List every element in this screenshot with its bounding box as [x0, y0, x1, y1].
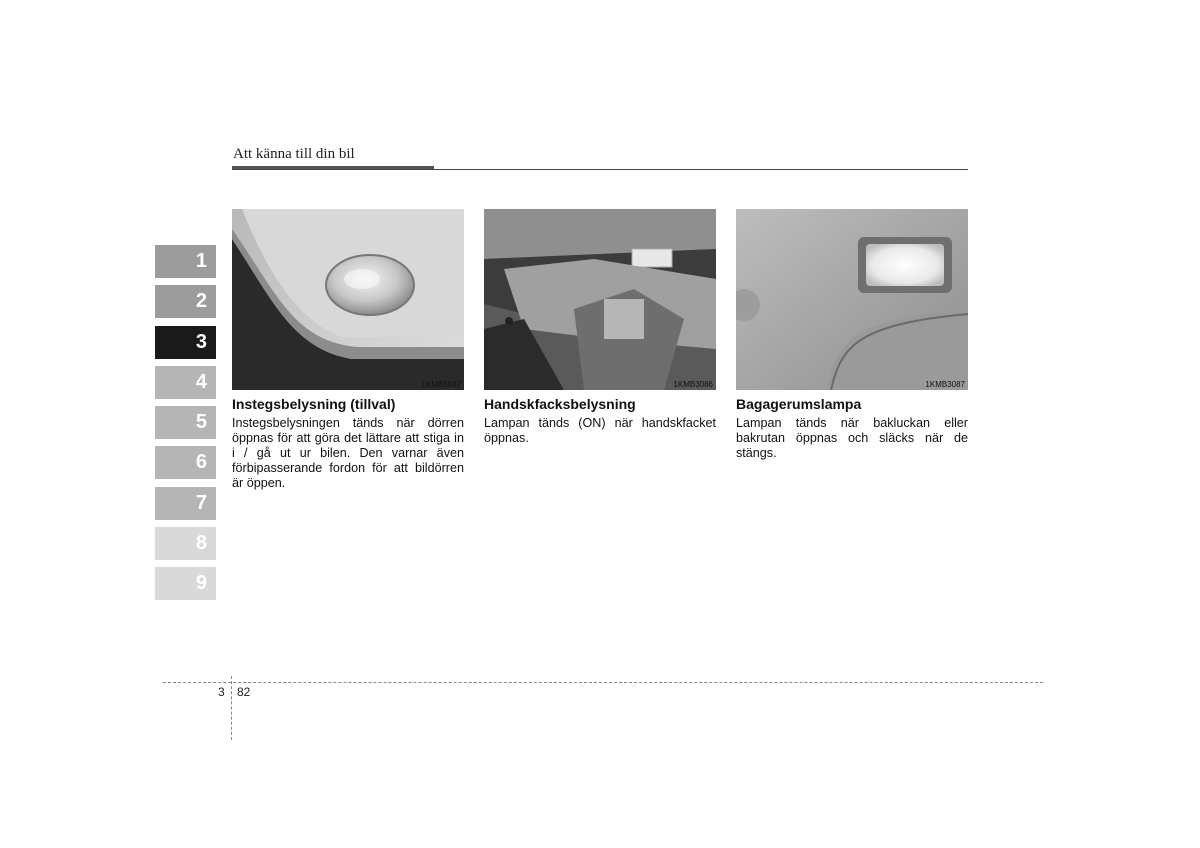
page-header-title: Att känna till din bil [233, 146, 355, 162]
section-body: Lampan tänds (ON) när handskfacket öppnas. [484, 416, 716, 445]
image-code: 1KMB5047 [421, 380, 461, 389]
courtesy-light-illustration [232, 209, 464, 390]
section-heading: Instegsbelysning (tillval) [232, 396, 396, 412]
glovebox-light-photo [484, 209, 716, 390]
section-heading: Bagagerumslampa [736, 396, 862, 412]
image-code: 1KMB3087 [925, 380, 965, 389]
courtesy-light-photo [232, 209, 464, 390]
chapter-tab-4[interactable]: 4 [155, 366, 216, 399]
section-glovebox-light [484, 209, 716, 446]
chapter-tab-2[interactable]: 2 [155, 285, 216, 318]
luggage-lamp-illustration [736, 209, 968, 390]
section-body: Instegsbelysningen tänds när dörren öppnas för att göra det lättare att stiga in i / gå ut ur bilen. Den varnar även förbipasserande fordon för att bildörren är öppen. [232, 416, 464, 490]
image-code: 1KMB3086 [673, 380, 713, 389]
section-courtesy-light [232, 209, 464, 491]
section-luggage-lamp [736, 209, 968, 461]
chapter-tab-8[interactable]: 8 [155, 527, 216, 560]
chapter-tab-6[interactable]: 6 [155, 446, 216, 479]
footer-chapter-number: 3 [218, 685, 225, 699]
glovebox-light-illustration [484, 209, 716, 390]
footer-page-number: 82 [237, 685, 251, 699]
section-heading: Handskfacksbelysning [484, 396, 636, 412]
chapter-tab-5[interactable]: 5 [155, 406, 216, 439]
footer-rule-vertical [231, 676, 232, 740]
chapter-tab-3-active[interactable]: 3 [155, 326, 216, 359]
chapter-tab-9[interactable]: 9 [155, 567, 216, 600]
header-rule-thin [232, 169, 968, 170]
footer-rule-horizontal [163, 682, 1043, 683]
chapter-tab-1[interactable]: 1 [155, 245, 216, 278]
chapter-tab-7[interactable]: 7 [155, 487, 216, 520]
luggage-lamp-photo [736, 209, 968, 390]
section-body: Lampan tänds när bakluckan eller bakrutan öppnas och släcks när de stängs. [736, 416, 968, 460]
chapter-tabs [155, 245, 216, 608]
